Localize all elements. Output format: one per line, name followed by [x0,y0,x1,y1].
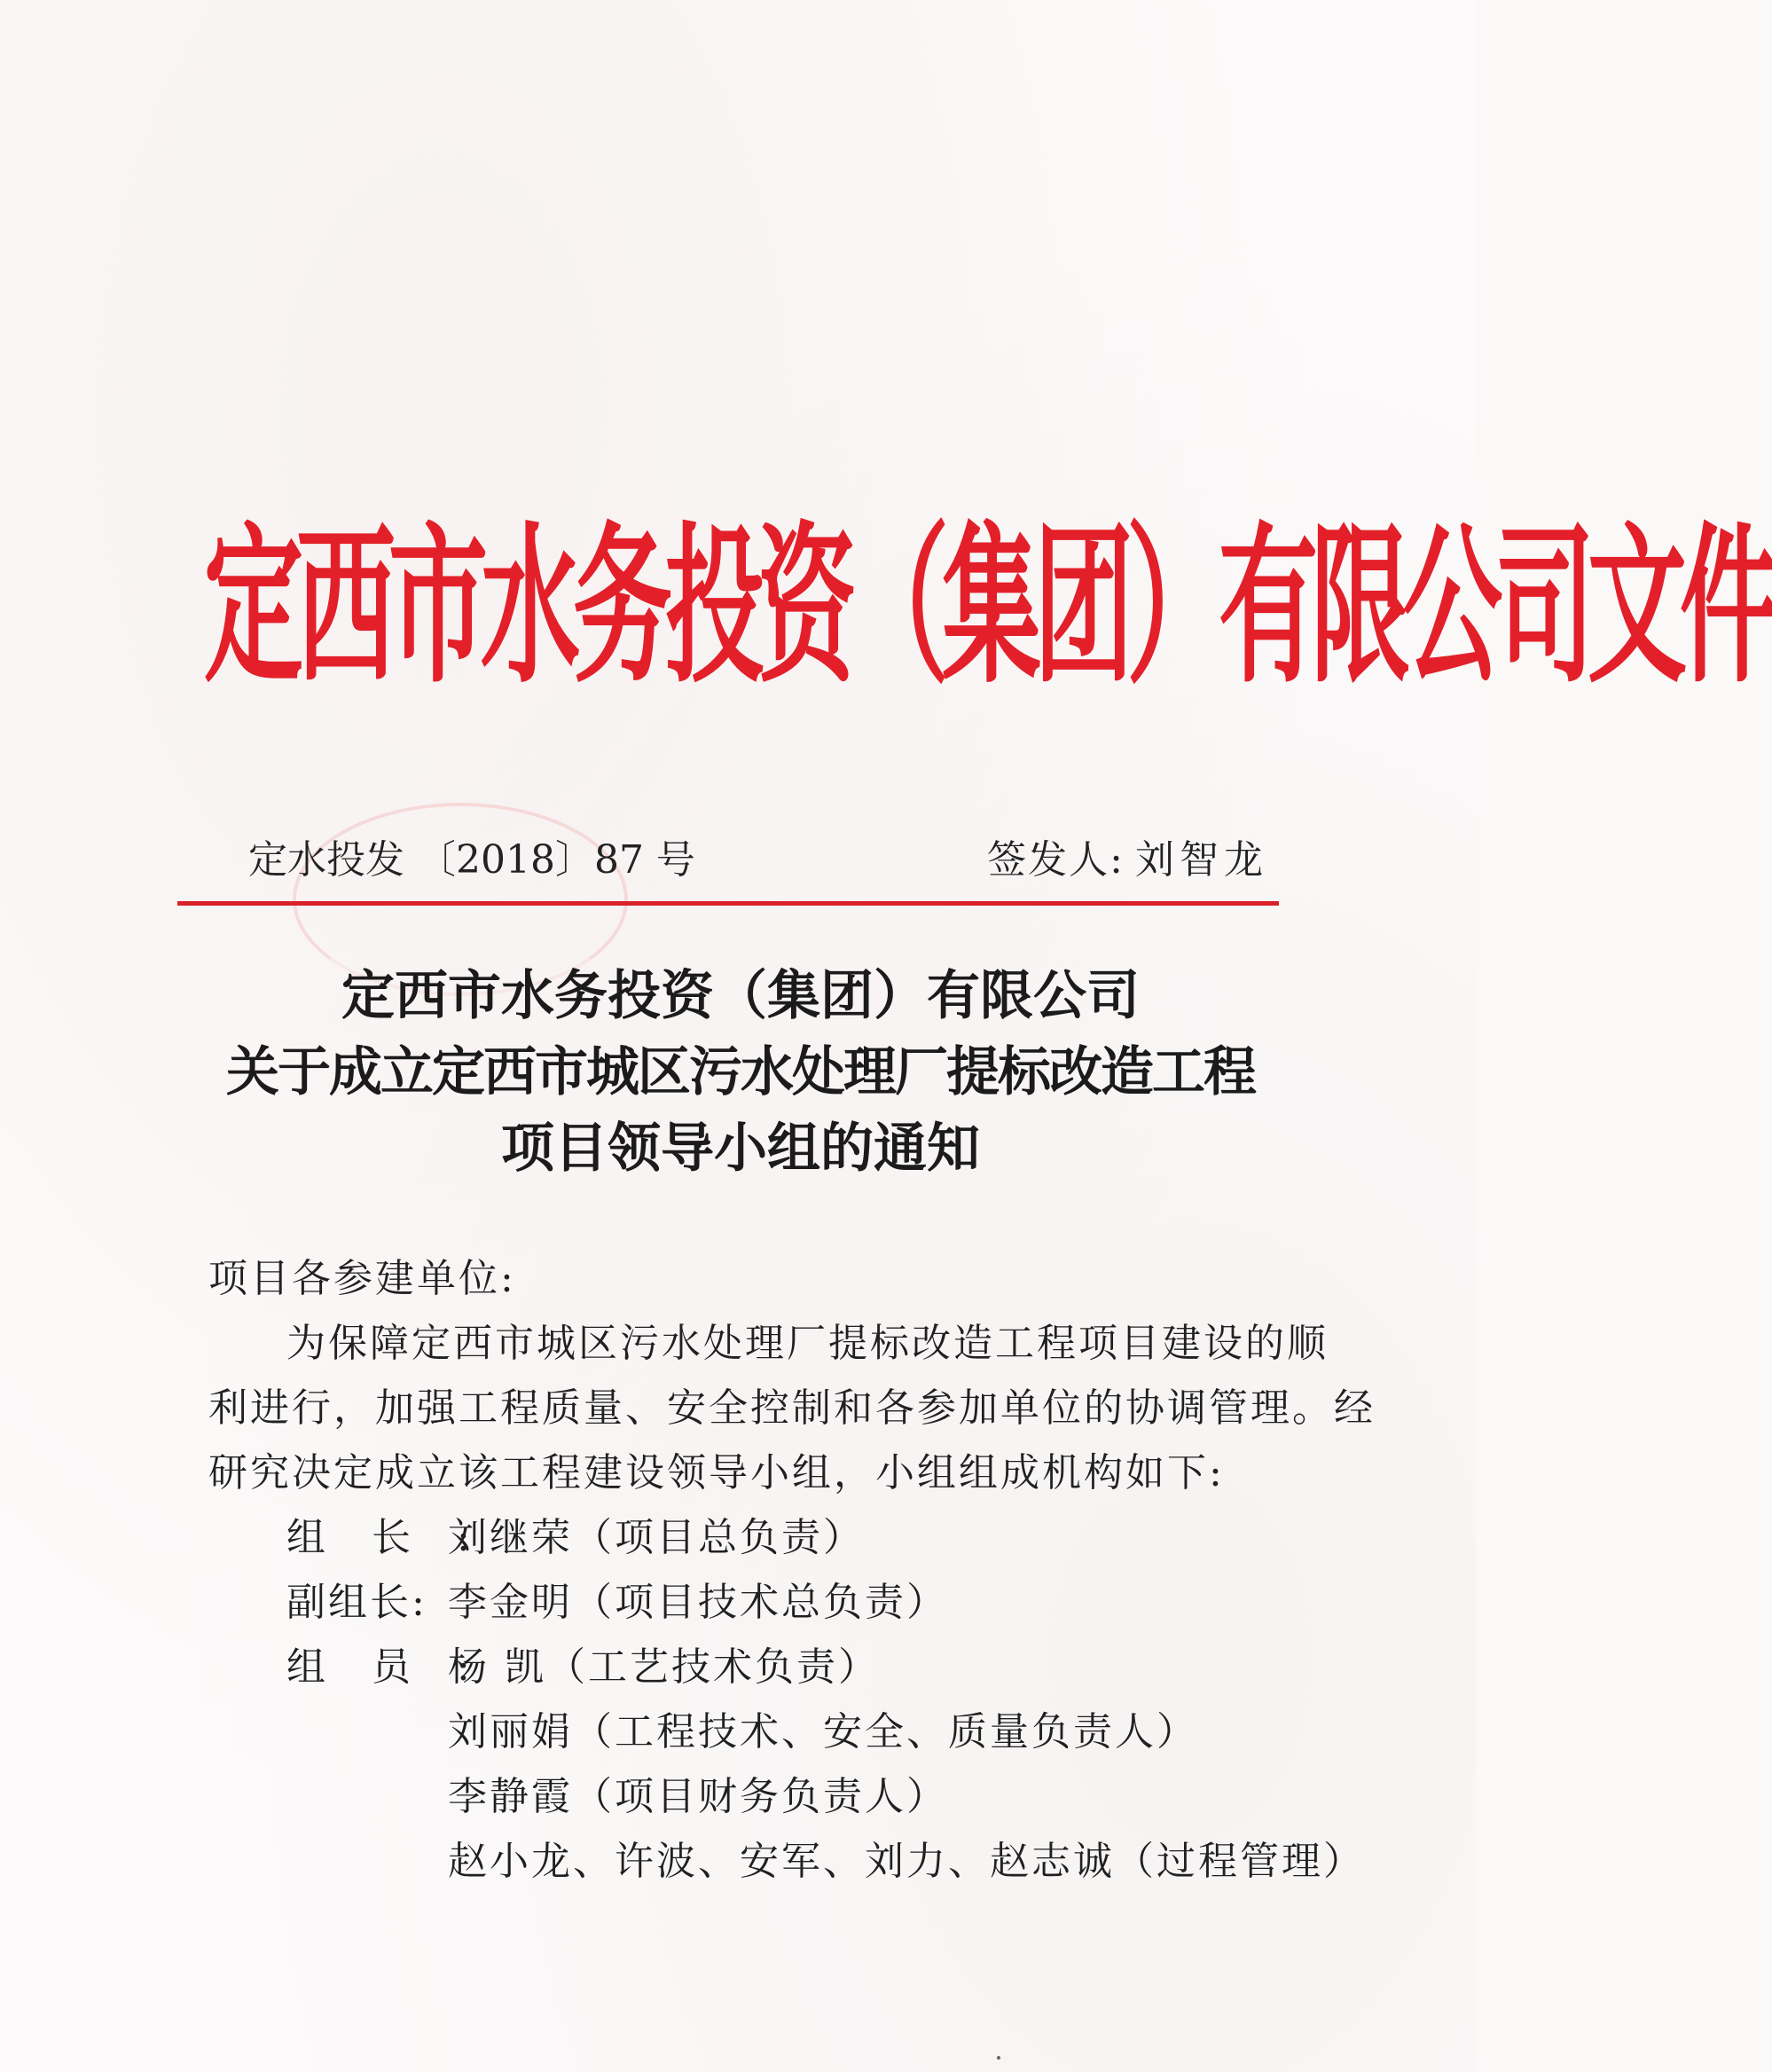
member-text: 赵小龙、许波、安军、刘力、赵志诚（过程管理） [448,1839,1365,1884]
paragraph-line: 研究决定成立该工程建设领导小组，小组组成机构如下: [208,1450,1225,1495]
document-number: 定水投发 〔2018〕87 号 [248,837,695,883]
member-row-deputy [208,1570,1317,1635]
notice-body [208,1246,1376,1894]
letterhead-org-part: 定西市水务投资 [204,508,850,707]
issuer-name: 刘智龙 [1135,837,1268,883]
document-meta-row [248,834,1268,887]
red-divider-line [177,901,1279,906]
member-label: 副组长: [286,1580,427,1625]
notice-title [177,958,1304,1187]
letterhead-open-paren: （ [850,508,942,707]
page-mark [997,2056,1000,2060]
paragraph-line: 为保障定西市城区污水处理厂提标改造工程项目建设的顺 [286,1321,1329,1366]
member-text: 李静霞（项目财务负责人） [448,1774,948,1819]
salutation: 项目各参建单位: [208,1256,516,1301]
member-text: 刘丽娟（工程技术、安全、质量负责人） [448,1709,1198,1754]
member-label: 组长: [286,1515,516,1560]
member-row-member [208,1764,1317,1829]
paragraph-line: 利进行，加强工程质量、安全控制和各参加单位的协调管理。经 [208,1385,1376,1431]
title-line-2: 关于成立定西市城区污水处理厂提标改造工程 [226,1041,1255,1103]
member-label: 组员: [286,1644,516,1690]
issuer [987,834,1268,887]
issuer-label: 签发人: [987,837,1125,883]
member-text: 刘继荣（项目总负责） [448,1515,865,1560]
member-row-member [208,1635,1317,1699]
member-row-member [208,1829,1365,1894]
letterhead-close-paren: ） [1126,508,1219,707]
title-line-1: 定西市水务投资（集团）有限公司 [341,965,1140,1027]
member-row-member [208,1699,1317,1764]
letterhead-group: 集团 [942,508,1126,707]
member-row-leader [208,1505,1317,1570]
member-text: 杨 凯（工艺技术负责） [448,1644,880,1690]
red-letterhead-title [204,440,1772,775]
letterhead-suffix: 有限公司文件 [1219,508,1772,707]
title-line-3: 项目领导小组的通知 [501,1118,980,1180]
member-text: 李金明（项目技术总负责） [448,1580,948,1625]
